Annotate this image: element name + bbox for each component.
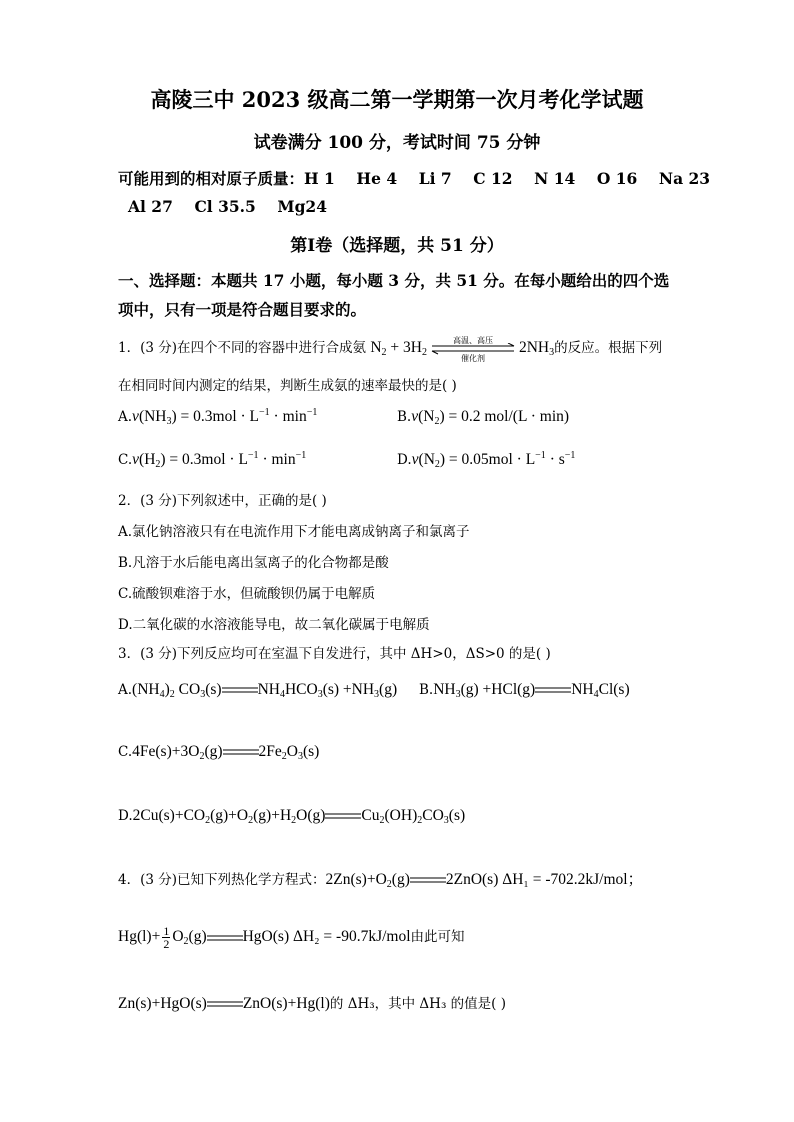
q2-option-a: A.氯化钠溶液只有在电流作用下才能电离成钠离子和氯离子 <box>118 524 470 540</box>
q3-option-b <box>419 679 630 700</box>
q4-dh2: ΔH₂ = -90.7kJ/mol <box>292 928 411 946</box>
q1-stem-line2: 在相同时间内测定的结果，判断生成氨的速率最快的是( ) <box>118 378 457 394</box>
q4-equation-1: $2Zn(s)+O_2(g)$ 2ZnO(s) <box>325 871 503 890</box>
exam-subtitle: 试卷满分 100 分，考试时间 75 分钟 <box>253 133 541 153</box>
q4-line1 <box>118 867 643 890</box>
q3-option-c <box>118 741 319 762</box>
q1-option-d-formula: $v(N_2) = 0.05mol \cdot L^{-1} \cdot s^{-1}$ <box>411 450 576 470</box>
q1-option-c <box>118 449 306 470</box>
q1-option-c-formula: $v(H_2) = 0.3mol \cdot L^{-1} \cdot \min^{-1}$ <box>132 450 307 470</box>
q4-line3 <box>118 992 506 1013</box>
reversible-arrow-icon <box>430 335 516 363</box>
q3-option-d-formula: $2Cu(s)+CO_2(g)+O_2(g)+H_2O(g)$ $Cu_2(OH)_2CO_3(s)$ <box>132 807 466 826</box>
q4-equation-2: Hg(l)+ $\frac{1}{2}$ $O_2(g)$ HgO(s) <box>118 924 293 951</box>
option-label: B. <box>419 682 434 698</box>
atomic-masses-line2: Al 27 Cl 35.5 Mg24 <box>128 197 327 216</box>
atomic-mass-values: H 1 He 4 Li 7 C 12 N 14 O 16 Na 23 <box>304 169 711 188</box>
section-instruction-line2: 项中，只有一项是符合题目要求的。 <box>118 300 367 319</box>
q1-stem-line1 <box>118 335 663 363</box>
q1-option-a <box>118 406 317 427</box>
q1-option-a-formula: $v(NH_3) = 0.3mol \cdot L^{-1} \cdot \min^{-1}$ <box>132 407 318 427</box>
q4-line3-tail: 的 ΔH₃，其中 ΔH₃ 的值是( ) <box>329 996 506 1012</box>
q4-line2 <box>118 925 465 950</box>
q1-option-b-formula: $v(N_2) = 0.2$ mol/(L · min) <box>411 408 570 427</box>
q1-stem-text: 1．(3 分)在四个不同的容器中进行合成氨 <box>118 340 367 356</box>
q2-option-b: B.凡溶于水后能电离出氢离子的化合物都是酸 <box>118 555 389 571</box>
q2-option-c: C.硫酸钡难溶于水，但硫酸钡仍属于电解质 <box>118 586 376 602</box>
option-label: C. <box>118 744 133 760</box>
section-title: 第Ⅰ卷（选择题，共 51 分） <box>290 236 504 256</box>
q3-option-b-formula: $NH_3(g) +HCl(g)$ $NH_4Cl(s)$ <box>433 681 630 700</box>
arrow-condition-bottom: 催化剂 <box>460 353 485 363</box>
q1-equation: $N_2 + 3H_2$ <box>370 339 427 358</box>
q3-option-c-formula: $4Fe(s)+3O_2(g)$ $2Fe_2O_3(s)$ <box>132 743 320 762</box>
q1-stem-tail: 的反应。根据下列 <box>554 340 663 356</box>
q4-stem: 4．(3 分)已知下列热化学方程式： <box>118 872 326 888</box>
option-label: C. <box>118 452 133 468</box>
arrow-condition-top: 高温、高压 <box>452 335 493 345</box>
q4-dh2-tail: 由此可知 <box>410 929 465 946</box>
q3-option-a-formula: $(NH_4)_2$ $CO_3(s)$ $NH_4HCO_3(s) +NH_3(g)$ <box>132 681 398 700</box>
exam-title: 高陵三中 2023 级高二第一学期第一次月考化学试题 <box>150 87 644 112</box>
q3-option-d <box>118 805 465 826</box>
option-label: A. <box>118 682 133 698</box>
fraction-half: $\frac{1}{2}$ <box>163 924 170 951</box>
q4-dh1: ΔH₁ = -702.2kJ/mol； <box>502 871 644 888</box>
section-instruction-line1: 一、选择题：本题共 17 小题，每小题 3 分，共 51 分。在每小题给出的四个选 <box>118 271 670 290</box>
q1-option-d <box>397 449 575 470</box>
q2-stem: 2．(3 分)下列叙述中，正确的是( ) <box>118 493 327 509</box>
option-label: B. <box>397 409 412 425</box>
option-label: D. <box>397 452 412 468</box>
q3-option-a <box>118 679 397 700</box>
q1-option-b <box>397 406 569 427</box>
q4-equation-3: Zn(s)+HgO(s) ZnO(s)+Hg(l) <box>118 995 330 1012</box>
q2-option-d: D.二氧化碳的水溶液能导电，故二氧化碳属于电解质 <box>118 617 430 633</box>
q1-product: $2NH_3$ <box>518 339 555 358</box>
option-label: D. <box>118 808 133 824</box>
option-label: A. <box>118 409 133 425</box>
q3-stem: 3．(3 分)下列反应均可在室温下自发进行，其中 ΔH>0，ΔS>0 的是( ) <box>118 646 551 662</box>
atomic-masses-line1 <box>118 167 710 189</box>
atomic-mass-label: 可能用到的相对原子质量： <box>118 169 305 188</box>
